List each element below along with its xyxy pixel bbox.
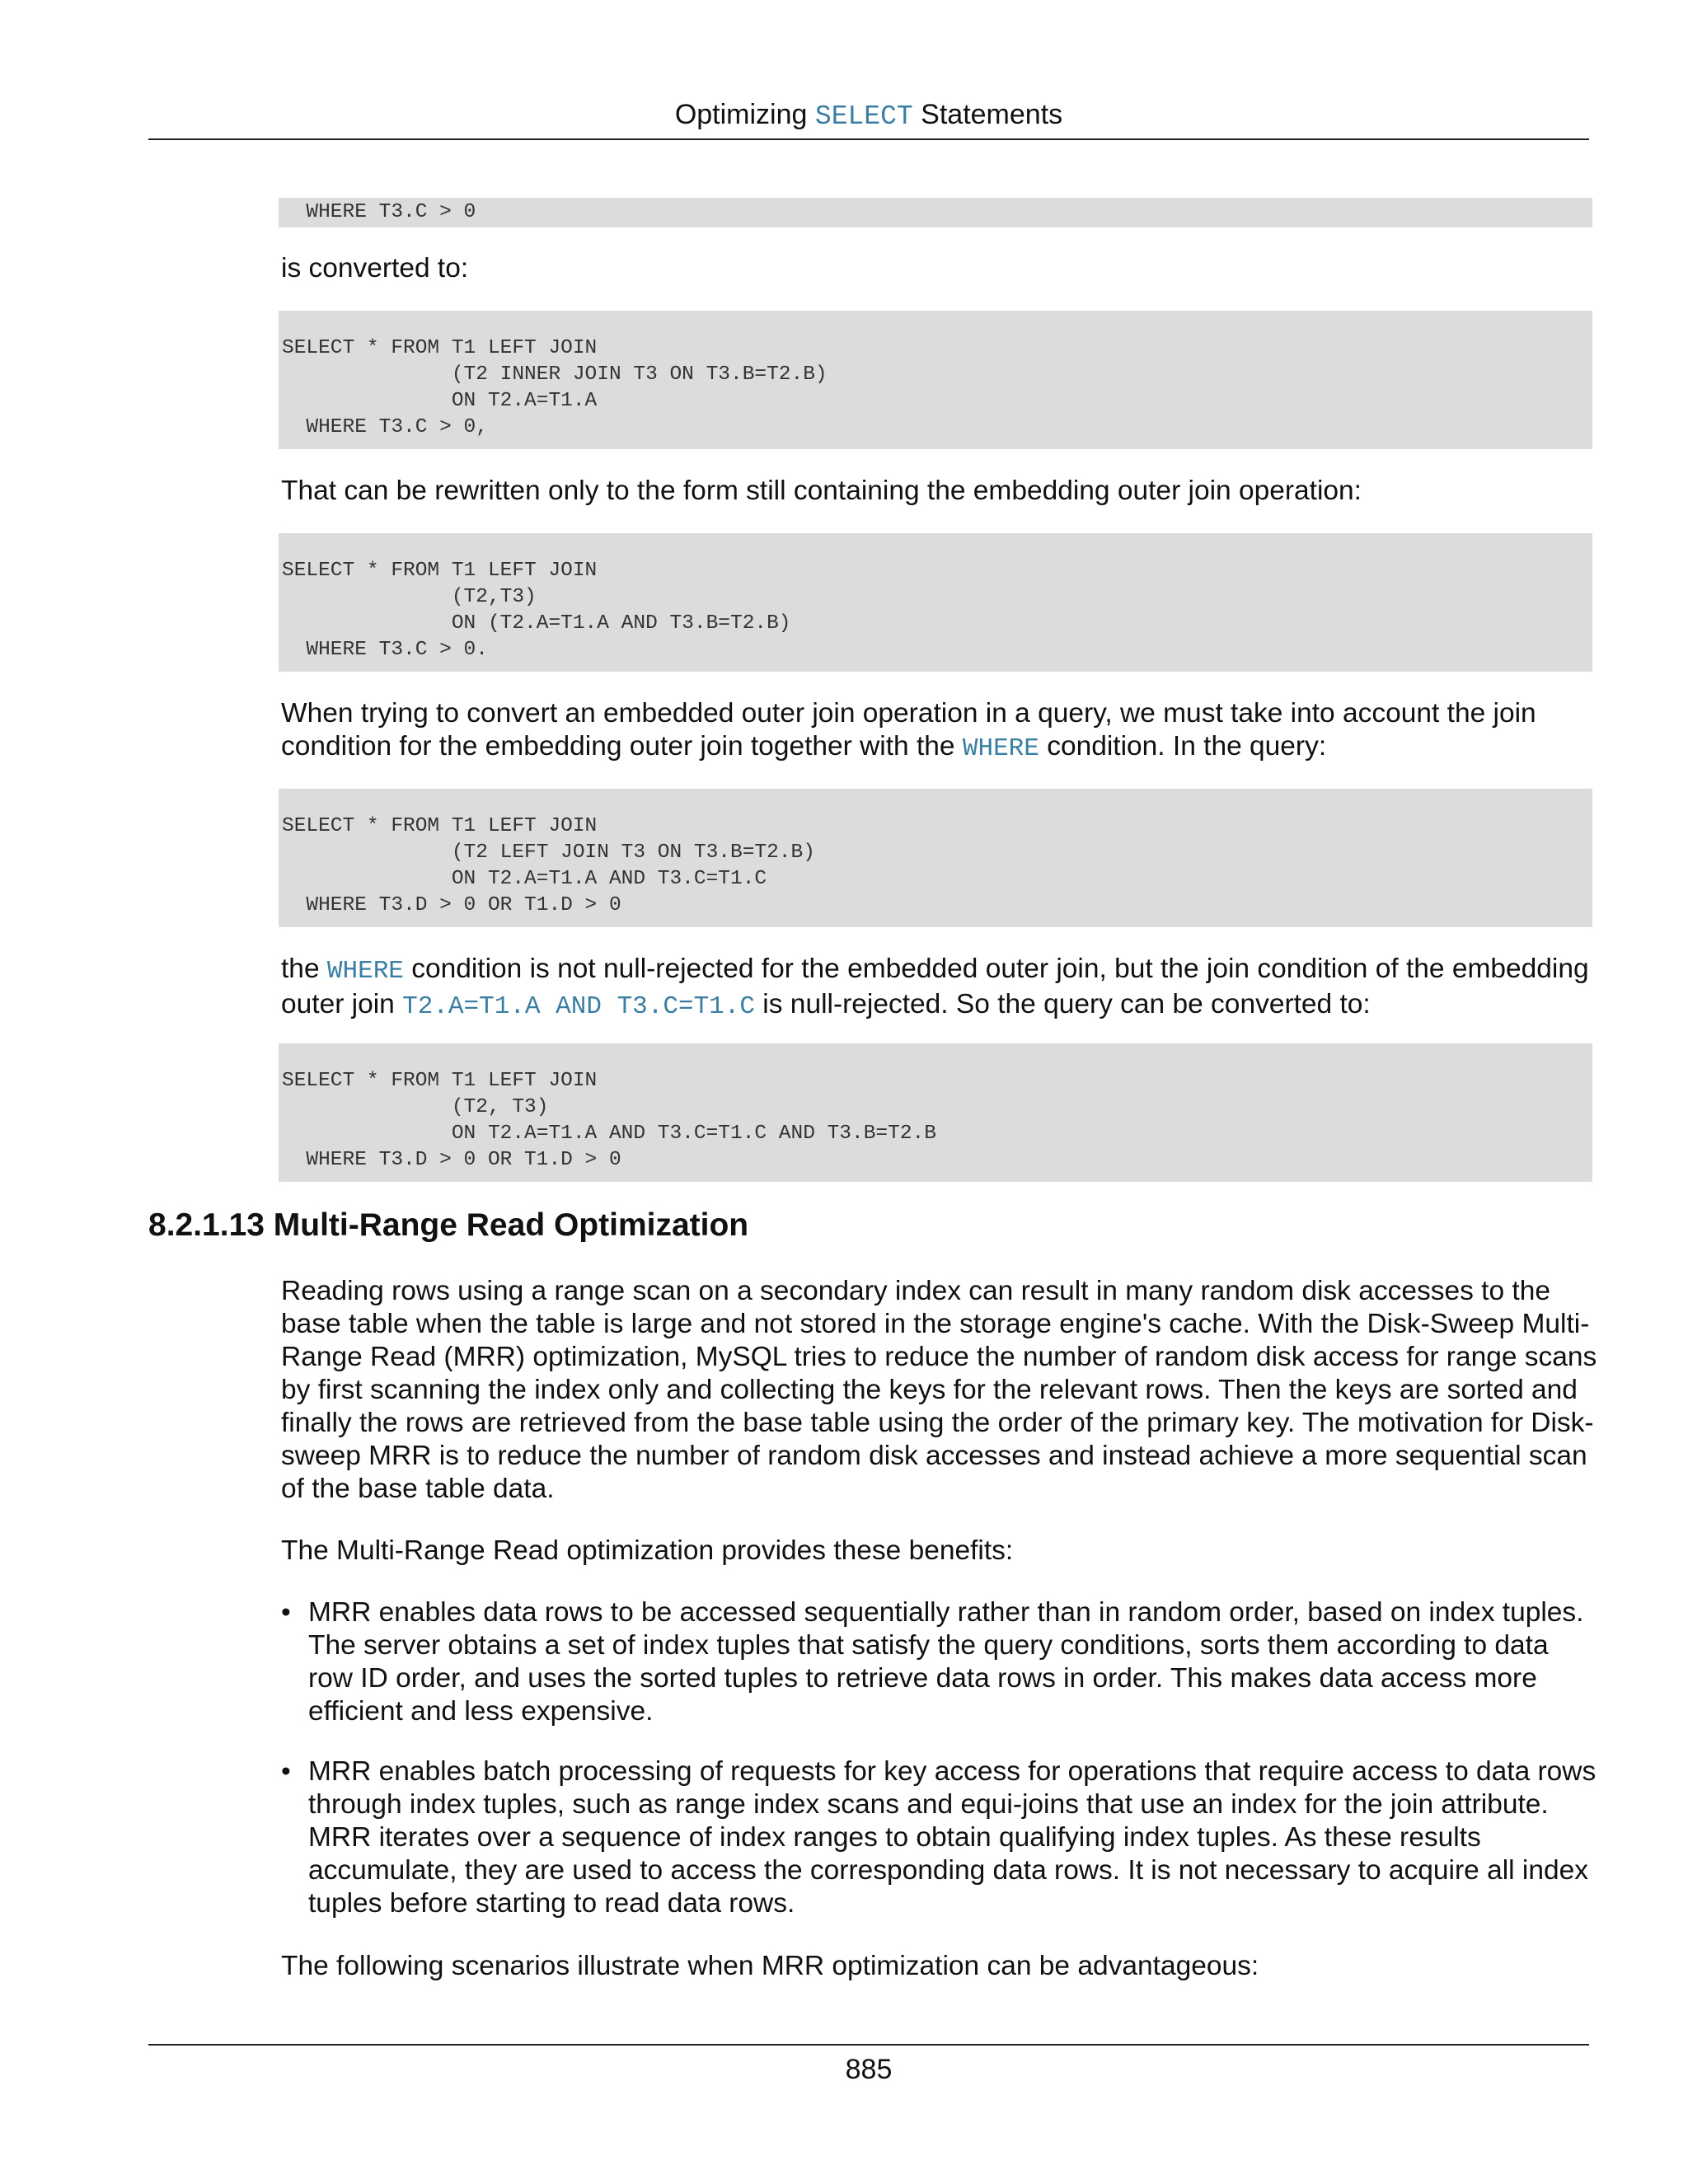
section-title: 8.2.1.13 Multi-Range Read Optimization [148, 1207, 749, 1243]
bullet-icon: • [281, 1597, 291, 1628]
list-item-text: MRR enables batch processing of requests for key access for operations that require access to data rows through index tuples, such as range index scans and equi-joins that use an index for the join attribute. MRR iterates over a sequence of index ranges to obtain qualifying index tuples. As these results accumulate, they are used to access the corresponding data rows. It is not necessary to acquire all index tuples before starting to read data rows. [308, 1756, 1597, 1919]
benefits-intro: The Multi-Range Read optimization provides these benefits: [281, 1535, 1014, 1566]
where-keyword: WHERE [962, 734, 1039, 763]
paragraph-embedded [281, 697, 1600, 766]
code-block-3: SELECT * FROM T1 LEFT JOIN (T2,T3) ON (T2.A=T1.A AND T3.B=T2.B) WHERE T3.C > 0. [279, 533, 1592, 672]
list-item-text: MRR enables data rows to be accessed sequentially rather than in random order, based on index tuples. The server obtains a set of index tuples that satisfy the query conditions, sorts them according to data row ID order, and uses the sorted tuples to retrieve data rows in order. This makes data access more efficient and less expensive. [308, 1597, 1584, 1727]
paragraph-where-text-c: is null-rejected. So the query can be converted to: [755, 989, 1371, 1019]
header-title-suffix: Statements [921, 99, 1063, 130]
where-keyword: WHERE [326, 957, 404, 986]
join-condition-keyword: T2.A=T1.A AND T3.C=T1.C [402, 992, 755, 1021]
code-block-2: SELECT * FROM T1 LEFT JOIN (T2 INNER JOIN T3 ON T3.B=T2.B) ON T2.A=T1.A WHERE T3.C > 0, [279, 311, 1592, 449]
list-item [281, 1755, 1600, 1920]
page-footer [148, 2044, 1589, 2093]
paragraph-where-text-a: the [281, 954, 327, 984]
header-title-keyword: SELECT [814, 101, 913, 132]
scenarios-paragraph: The following scenarios illustrate when MRR optimization can be advantageous: [281, 1951, 1259, 1981]
code-block-1: WHERE T3.C > 0 [279, 198, 1592, 227]
paragraph-where-text-b: condition is not null-rejected for the embedded outer join, but the join condition of the embedding outer join [281, 954, 1589, 1019]
code-block-5: SELECT * FROM T1 LEFT JOIN (T2, T3) ON T2.A=T1.A AND T3.C=T1.C AND T3.B=T2.B WHERE T3.D > 0 OR T1.D > 0 [279, 1043, 1592, 1182]
header-title-prefix: Optimizing [674, 99, 808, 130]
list-item [281, 1596, 1600, 1728]
section-intro: Reading rows using a range scan on a secondary index can result in many random disk accesses to the base table when the table is large and not stored in the storage engine's cache. With the Disk-Sweep Multi-Range Read (MRR) optimization, MySQL tries to reduce the number of random disk access for range scans by first scanning the index only and collecting the keys for the relevant rows. Then the keys are sorted and finally the rows are retrieved from the base table using the order of the primary key. The motivation for Disk-sweep MRR is to reduce the number of random disk accesses and instead achieve a more sequential scan of the base table data. [281, 1276, 1597, 1504]
bullet-icon: • [281, 1756, 291, 1787]
paragraph-embedded-text-a: When trying to convert an embedded outer join operation in a query, we must take into account the join condition for the embedding outer join together with the [281, 698, 1536, 762]
page-header [148, 91, 1589, 140]
paragraph-where [281, 953, 1600, 1024]
paragraph-rewritten: That can be rewritten only to the form still containing the embedding outer join operation: [281, 476, 1362, 506]
paragraph-converted: is converted to: [281, 253, 469, 284]
page-number: 885 [845, 2054, 893, 2085]
code-block-4: SELECT * FROM T1 LEFT JOIN (T2 LEFT JOIN T3 ON T3.B=T2.B) ON T2.A=T1.A AND T3.C=T1.C WHERE T3.D > 0 OR T1.D > 0 [279, 789, 1592, 927]
paragraph-embedded-text-b: condition. In the query: [1039, 731, 1327, 762]
